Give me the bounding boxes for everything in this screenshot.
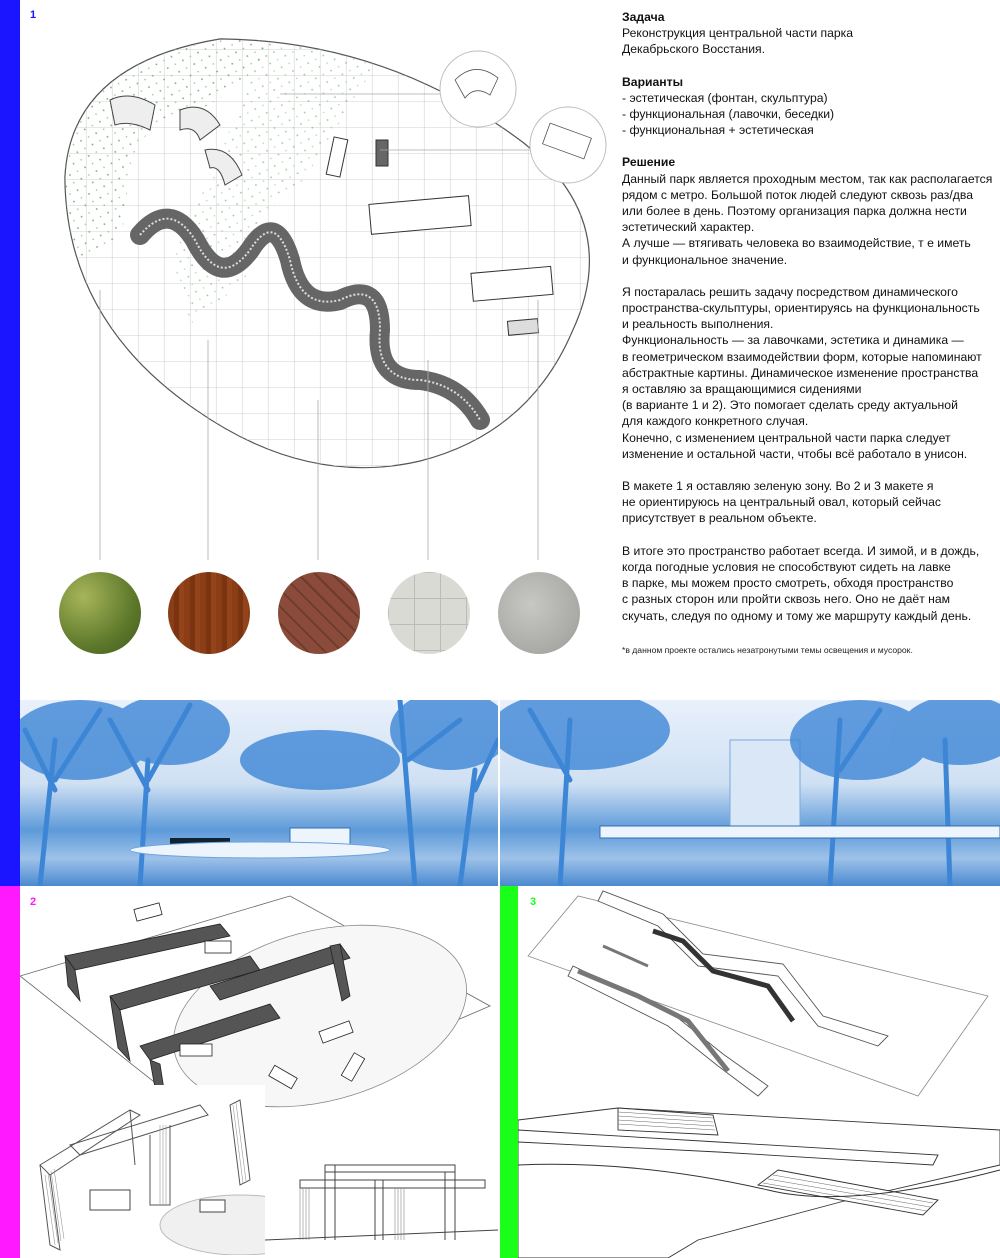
- paragraph-line: и реальность выполнения.: [622, 317, 774, 332]
- variant-item: - функциональная (лавочки, беседки): [622, 107, 835, 122]
- paragraph-line: В итоге это пространство работает всегда. И зимой, и в дождь,: [622, 543, 980, 558]
- footnote: *в данном проекте остались незатронутыми темы освещения и мусорок.: [622, 645, 913, 655]
- task-line: Декабрьского Восстания.: [622, 42, 766, 57]
- variant-item: - эстетическая (фонтан, скульптура): [622, 90, 828, 105]
- paragraph-line: Конечно, с изменением центральной части парка следует: [622, 430, 951, 445]
- paragraph-line: (в варианте 1 и 2). Это помогает сделать среду актуальной: [622, 398, 958, 413]
- variant2-render-elevation: [265, 1160, 498, 1255]
- wood-texture-swatch: [168, 572, 250, 654]
- paragraph-line: в парке, мы можем просто смотреть, обходя пространство: [622, 576, 954, 591]
- section1-number: 1: [30, 9, 37, 21]
- paragraph-line: А лучше — втягивать человека во взаимодействие, т е иметь: [622, 236, 971, 251]
- paragraph-line: присутствует в реальном объекте.: [622, 511, 817, 526]
- description-text: [622, 9, 994, 624]
- paragraph-line: и функциональное значение.: [622, 252, 788, 267]
- variant2-render-perspective: [30, 1085, 265, 1255]
- variant3-render-top: [518, 886, 1000, 1116]
- paragraph-line: абстрактные картины. Динамическое изменение пространства: [622, 365, 979, 380]
- paragraph-line: Данный парк является проходным местом, так как располагается: [622, 171, 993, 186]
- variants-heading: Варианты: [622, 74, 684, 89]
- paragraph-line: рядом с метро. Большой поток людей следуют сквозь раз/два: [622, 187, 973, 202]
- paragraph-line: с разных сторон или пройти сквозь него. Оно не даёт нам: [622, 592, 951, 607]
- section2-number: 2: [30, 896, 37, 908]
- paragraph-line: я оставляю за вращающимися сидениями: [622, 382, 862, 397]
- paragraph-line: Функциональность — за лавочками, эстетика и динамика —: [622, 333, 964, 348]
- section1-strip: [0, 0, 20, 886]
- paragraph-line: изменение и остальной части, чтобы всё работало в унисон.: [622, 446, 968, 461]
- solution-heading: Решение: [622, 155, 676, 170]
- task-line: Реконструкция центральной части парка: [622, 26, 854, 41]
- brick-paving-texture-swatch: [278, 572, 360, 654]
- tile-texture-swatch: [388, 572, 470, 654]
- park-plan-drawing: [20, 0, 620, 560]
- paragraph-line: скучать, следуя по одному и тому же маршруту каждый день.: [622, 608, 972, 623]
- section2-strip: [0, 886, 20, 1258]
- paragraph-line: пространства-скульптуры, ориентируясь на функциональность: [622, 301, 980, 316]
- park-photo-left: [20, 700, 498, 886]
- paragraph-line: не ориентируюсь на центральный овал, который сейчас: [622, 495, 942, 510]
- section3-strip: [500, 886, 518, 1258]
- variant3-render-perspective: [518, 1090, 1000, 1258]
- paragraph-line: эстетический характер.: [622, 220, 755, 235]
- paragraph-line: Я постаралась решить задачу посредством динамического: [622, 284, 958, 299]
- paragraph-line: в геометрическом взаимодействии форм, которые напоминают: [622, 349, 982, 364]
- paragraph-line: В макете 1 я оставляю зеленую зону. Во 2 и 3 макете я: [622, 479, 934, 494]
- paragraph-line: или более в день. Поэтому организация парка должна нести: [622, 204, 967, 219]
- concrete-texture-swatch: [498, 572, 580, 654]
- park-photo-right: [500, 700, 1000, 886]
- paragraph-line: когда погодные условия не способствуют сидеть на лавке: [622, 559, 951, 574]
- section3-number: 3: [530, 896, 537, 908]
- grass-texture-swatch: [59, 572, 141, 654]
- variant-item: - функциональная + эстетическая: [622, 123, 814, 138]
- task-heading: Задача: [622, 10, 665, 24]
- paragraph-line: для каждого конкретного случая.: [622, 414, 809, 429]
